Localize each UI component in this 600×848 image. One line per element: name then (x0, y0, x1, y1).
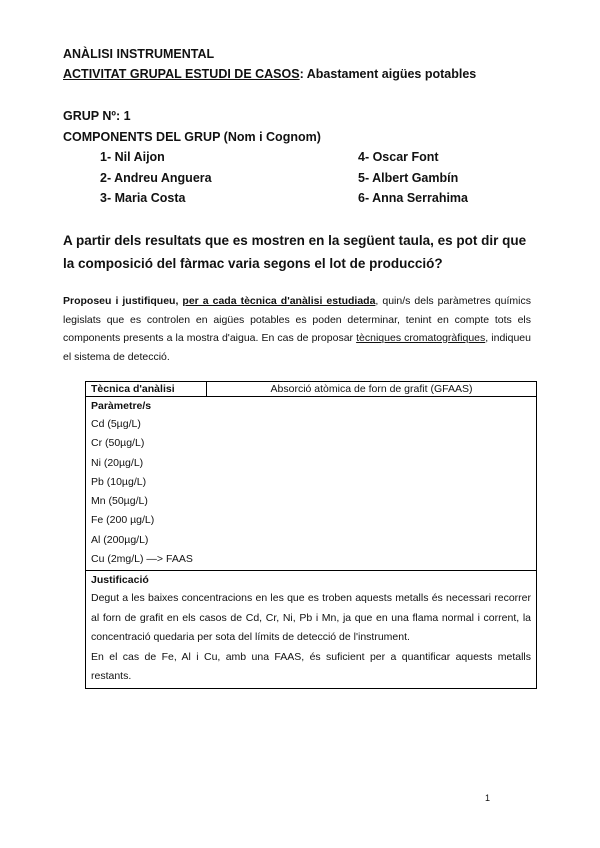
parameter-item: Cu (2mg/L) —> FAAS (91, 553, 193, 566)
instructions-end: , indiqueu el sistema de detecció. (63, 332, 531, 363)
justification-cell (86, 571, 537, 689)
group-member: 5- Albert Gambín (358, 171, 459, 185)
activity-label: ACTIVITAT GRUPAL ESTUDI DE CASOS (63, 67, 300, 81)
instructions-chromatography: tècniques cromatogràfiques (356, 332, 486, 344)
group-member: 2- Andreu Anguera (100, 171, 212, 185)
justification-title: Justificació (91, 574, 149, 587)
parameter-item: Al (200µg/L) (91, 533, 149, 546)
activity-subject: : Abastament aigües potables (299, 67, 477, 81)
group-number: GRUP Nº: 1 (63, 109, 131, 123)
instructions-lead: Proposeu i justifiqueu, (63, 295, 183, 307)
page-number: 1 (485, 793, 491, 803)
analysis-table (85, 381, 537, 689)
technique-value: Absorció atòmica de forn de grafit (GFAAS) (207, 382, 537, 397)
parameter-item: Cr (50µg/L) (91, 437, 145, 450)
table-header-row (86, 382, 537, 397)
justification-text: Degut a les baixes concentracions en les que es troben aquests metalls és necessari recorrer al forn de grafit en els casos de Cd, Cr, Ni, Pb i Mn, ja que en una flama normal i corrent, la concentració quedaria per sota del límits de detecció de l'instrument. (91, 592, 531, 644)
parameter-item: Ni (20µg/L) (91, 456, 144, 469)
components-label: COMPONENTS DEL GRUP (Nom i Cognom) (63, 130, 321, 144)
activity-title (63, 67, 476, 81)
parameters-row (86, 397, 537, 571)
justification-row (86, 571, 537, 689)
parameter-item: Mn (50µg/L) (91, 495, 148, 508)
parameters-cell (86, 397, 537, 571)
instructions-emphasis: per a cada tècnica d'anàlisi estudiada (182, 295, 376, 307)
course-title: ANÀLISI INSTRUMENTAL (63, 47, 215, 61)
parameters-title: Paràmetre/s (91, 400, 152, 412)
justification-text: En el cas de Fe, Al i Cu, amb una FAAS, és suficient per a quantificar aquests metalls restants. (91, 650, 531, 683)
technique-label: Tècnica d'anàlisi (86, 382, 207, 397)
group-member: 3- Maria Costa (100, 191, 186, 205)
group-member: 6- Anna Serrahima (358, 191, 468, 205)
group-member: 1- Nil Aijon (100, 150, 165, 164)
group-member: 4- Oscar Font (358, 150, 439, 164)
parameter-item: Pb (10µg/L) (91, 475, 147, 488)
instructions-body: , quin/s dels paràmetres químics legislats que es controlen en aigües potables es poden determinar, tenint en compte tots els components presents a la mostra d'aigua. En cas de proposar (63, 295, 531, 344)
parameter-item: Cd (5µg/L) (91, 418, 141, 430)
parameter-item: Fe (200 µg/L) (91, 514, 155, 527)
instructions-paragraph (63, 292, 531, 366)
question-text: A partir dels resultats que es mostren en la següent taula, es pot dir que la composició del fàrmac varia segons el lot de producció? (63, 233, 527, 271)
